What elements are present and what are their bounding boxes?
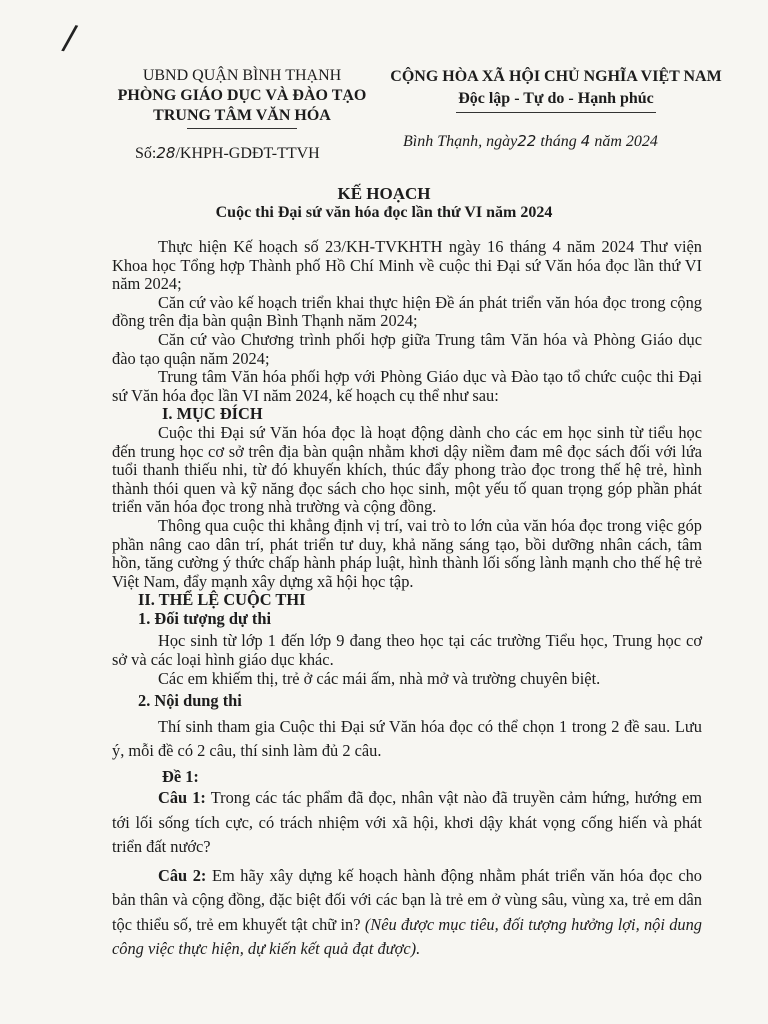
question-1 <box>112 786 702 860</box>
doc-number-value: 28 <box>156 144 176 162</box>
paragraph: Cuộc thi Đại sứ Văn hóa đọc là hoạt động dành cho các em học sinh từ tiểu học đến trung học cơ sở trên địa bàn quận nhằm khơi dậy niềm đam mê đọc sách đối với lứa tuổi thanh thiếu nhi, từ đó khuyến khích, thúc đẩy phong trào đọc trong thế hệ trẻ, hình thành thói quen và kỹ năng đọc sách cho học sinh, một yếu tố quan trọng góp phần phát triển văn hóa đọc trong nhà trường và cộng đồng. <box>112 422 702 517</box>
pen-mark: / <box>59 17 80 59</box>
section-heading-rules: II. THỂ LỆ CUỘC THI <box>138 590 306 610</box>
paragraph: Thông qua cuộc thi khẳng định vị trí, vai trò to lớn của văn hóa đọc trong việc góp phần nâng cao dân trí, phát triển tư duy, khả năng sáng tạo, bồi dưỡng nhân cách, tâm hồn, tăng cường ý thức chấp hành pháp luật, hình thành lối sống lành mạnh cho thế hệ trẻ Việt Nam, đẩy mạnh xây dựng xã hội học tập. <box>112 515 702 591</box>
document-title: KẾ HOẠCH <box>337 184 431 203</box>
document-number <box>135 144 320 163</box>
paragraph: Các em khiếm thị, trẻ ở các mái ấm, nhà mở và trường chuyên biệt. <box>158 668 601 688</box>
motto-line-2: Độc lập - Tự do - Hạnh phúc <box>458 90 654 107</box>
question-2 <box>112 864 702 962</box>
document-body <box>112 238 702 962</box>
paragraph: Học sinh từ lớp 1 đến lớp 9 đang theo học tại các trường Tiểu học, Trung học cơ sở và các loại hình giáo dục khác. <box>112 631 702 670</box>
date-day: 22 <box>517 132 537 150</box>
subsection-heading-participants: 1. Đối tượng dự thi <box>138 608 272 628</box>
doc-number-suffix: /KHPH-GDĐT-TTVH <box>175 145 320 162</box>
motto-line-1: CỘNG HÒA XÃ HỘI CHỦ NGHĨA VIỆT NAM <box>390 68 722 85</box>
document-subtitle: Cuộc thi Đại sứ văn hóa đọc lần thứ VI năm 2024 <box>215 204 553 221</box>
paragraph: Thí sinh tham gia Cuộc thi Đại sứ Văn hóa đọc có thể chọn 1 trong 2 đề sau. Lưu ý, mỗi đề có 2 câu, thí sinh làm đủ 2 câu. <box>112 716 702 761</box>
subsection-heading-content: 2. Nội dung thi <box>138 691 242 711</box>
agency-line-2: PHÒNG GIÁO DỤC VÀ ĐÀO TẠO <box>117 87 367 104</box>
paragraph: Căn cứ vào Chương trình phối hợp giữa Trung tâm Văn hóa và Phòng Giáo dục đào tạo quận năm 2024; <box>112 329 702 368</box>
question-1-text: Trong các tác phẩm đã đọc, nhân vật nào đã truyền cảm hứng, hướng em tới lối sống tích cực, có trách nhiệm với xã hội, khơi dậy khát vọng cống hiến và phát triển đất nước? <box>112 788 702 857</box>
date-month: 4 <box>580 132 591 150</box>
paragraph: Căn cứ vào kế hoạch triển khai thực hiện Đề án phát triển văn hóa đọc trong cộng đồng trên địa bàn quận Bình Thạnh năm 2024; <box>112 292 702 331</box>
date-suffix: năm 2024 <box>594 133 658 150</box>
section-heading-purpose: I. MỤC ĐÍCH <box>162 404 263 424</box>
exam-topic-label: Đề 1: <box>162 766 199 786</box>
question-2-label: Câu 2: <box>158 865 207 885</box>
question-2-text: Em hãy xây dựng kế hoạch hành động nhằm phát triển văn hóa đọc cho bản thân và cộng đồng, đặc biệt đối với các bạn là trẻ em ở vùng sâu, vùng xa, trẻ em dân tộc thiểu số, trẻ em khuyết tật chữ in? <box>112 865 702 934</box>
paragraph: Thực hiện Kế hoạch số 23/KH-TVKHTH ngày 16 tháng 4 năm 2024 Thư viện Khoa học Tổng hợp Thành phố Hồ Chí Minh về cuộc thi Đại sứ Văn hóa đọc lần thứ VI năm 2024; <box>112 237 702 294</box>
agency-underline <box>187 128 297 129</box>
doc-number-prefix: Số: <box>135 145 157 162</box>
date-prefix: Bình Thạnh, ngày <box>403 133 518 150</box>
paragraph: Trung tâm Văn hóa phối hợp với Phòng Giáo dục và Đào tạo tổ chức cuộc thi Đại sứ Văn hóa đọc lần VI năm 2024, kế hoạch cụ thể như sau: <box>112 367 702 405</box>
document-date <box>403 132 658 151</box>
question-1-label: Câu 1: <box>158 788 206 808</box>
question-2-note: (Nêu được mục tiêu, đối tượng hưởng lợi, nội dung công việc thực hiện, dự kiến kết quả đạt được). <box>112 914 702 959</box>
national-motto <box>370 66 742 113</box>
agency-line-3: TRUNG TÂM VĂN HÓA <box>153 107 331 124</box>
date-mid: tháng <box>540 133 577 150</box>
agency-line-1: UBND QUẬN BÌNH THẠNH <box>142 67 342 84</box>
issuing-agency <box>96 66 388 129</box>
motto-underline <box>456 112 656 113</box>
